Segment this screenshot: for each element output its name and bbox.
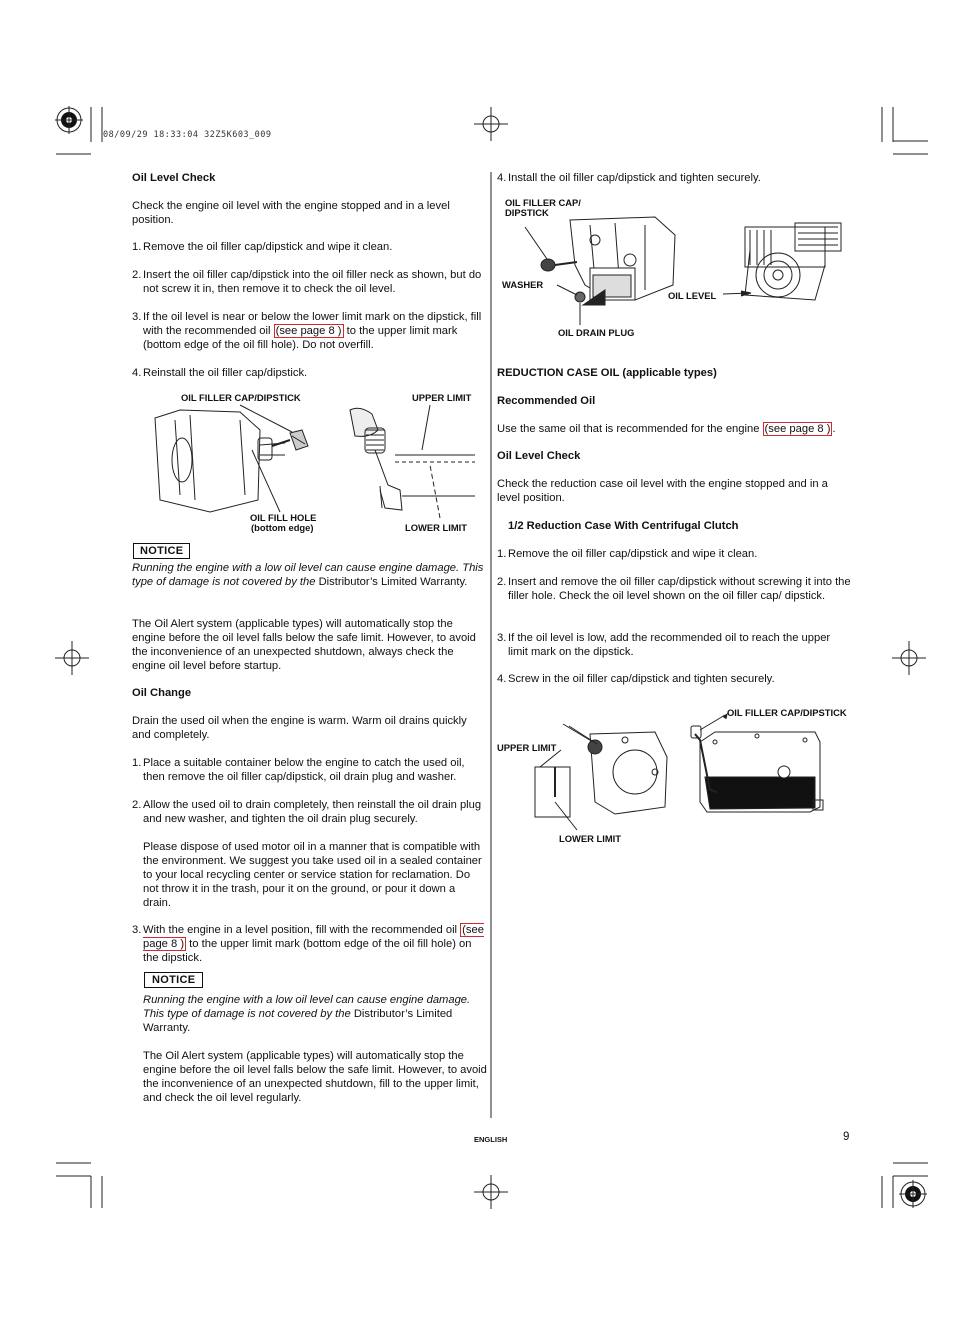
reduction-case-heading: REDUCTION CASE OIL (applicable types) xyxy=(497,367,717,379)
recommended-oil-text xyxy=(497,422,857,436)
list-item xyxy=(132,268,486,296)
print-stamp: 08/09/29 18:33:04 32Z5K603_009 xyxy=(103,130,272,140)
fig-label-lower-limit: LOWER LIMIT xyxy=(559,833,621,844)
step-number: 3. xyxy=(132,924,142,936)
step-number: 2. xyxy=(132,799,142,811)
list-item xyxy=(497,672,851,686)
oil-level-check-intro: Check the engine oil level with the engine stopped and in a level position. xyxy=(132,200,450,226)
recommended-oil-heading: Recommended Oil xyxy=(497,395,596,407)
list-item xyxy=(132,923,488,965)
page-number: 9 xyxy=(843,1131,850,1143)
see-page-8-link[interactable]: (see page 8 ) xyxy=(764,423,831,435)
step-text: If the oil level is low, add the recommended oil to reach the upper limit mark on the dipstick. xyxy=(508,632,831,658)
notice-text xyxy=(132,561,486,589)
step-number: 4. xyxy=(497,673,507,685)
notice-badge: NOTICE xyxy=(133,543,190,559)
list-item xyxy=(132,310,486,352)
footer-language: ENGLISH xyxy=(474,1135,508,1144)
step-number: 3. xyxy=(132,311,142,323)
list-item xyxy=(132,798,488,826)
step-number: 1. xyxy=(132,757,142,769)
step-number: 2. xyxy=(497,576,507,588)
step-number: 2. xyxy=(132,269,142,281)
fig-label-drain-plug: OIL DRAIN PLUG xyxy=(558,327,635,338)
fig-label-upper-limit: UPPER LIMIT xyxy=(412,392,472,403)
list-item xyxy=(497,631,851,659)
step-text: Insert and remove the oil filler cap/dipstick without screwing it into the filler hole. Check the oil level shown on the oil filler cap/ dipstick. xyxy=(508,576,851,602)
step-text-pre: If the oil level is near or below the lower limit mark on the dipstick, fill with the recommended oil xyxy=(143,311,482,337)
recommended-pre: Use the same oil that is recommended for the engine xyxy=(497,423,763,435)
notice-italic-text: Running the engine with a low oil level can cause engine damage. This type of damage is not covered by the xyxy=(143,994,471,1020)
fig-label-oil-level: OIL LEVEL xyxy=(668,290,717,301)
see-page-8-link[interactable]: (see page 8 ) xyxy=(275,325,342,337)
oil-alert-paragraph: The Oil Alert system (applicable types) will automatically stop the engine before the oil level falls below the safe limit. However, to avoid the inconvenience of an unexpected shutdown, always check the engine oil level before startup. xyxy=(132,618,476,672)
engine-oil-illustration xyxy=(495,205,855,335)
see-page-8-link[interactable]: (see page 8 ) xyxy=(143,924,484,950)
clutch-subheading: 1/2 Reduction Case With Centrifugal Clutch xyxy=(508,520,739,532)
notice-text xyxy=(143,993,485,1035)
step-text xyxy=(143,310,486,352)
fig-label-fill-hole: OIL FILL HOLE xyxy=(250,512,317,523)
step-number: 3. xyxy=(497,632,507,644)
notice-rest-text: Distributor’s Limited Warranty. xyxy=(315,576,468,588)
fig-label-cap-2: DIPSTICK xyxy=(505,207,549,218)
list-item xyxy=(497,575,851,603)
fig-label-fill-hole-sub: (bottom edge) xyxy=(251,522,314,533)
step-number: 1. xyxy=(497,548,507,560)
step-text: Remove the oil filler cap/dipstick and wipe it clean. xyxy=(143,241,393,253)
fig-label-lower-limit: LOWER LIMIT xyxy=(405,522,467,533)
list-item xyxy=(497,171,847,185)
fig-label-cap: OIL FILLER CAP/DIPSTICK xyxy=(727,707,847,718)
recommended-post: . xyxy=(832,423,836,435)
list-item xyxy=(132,240,486,254)
step-number: 1. xyxy=(132,241,142,253)
step-number: 4. xyxy=(497,172,507,184)
step-text: Reinstall the oil filler cap/dipstick. xyxy=(143,367,308,379)
step-text: Allow the used oil to drain completely, then reinstall the oil drain plug and new washer, and tighten the oil drain plug securely. xyxy=(143,799,482,825)
step-number: 4. xyxy=(132,367,142,379)
reduction-oil-level-check-heading: Oil Level Check xyxy=(497,450,581,462)
step-text-post: to the upper limit mark (bottom edge of the oil fill hole) on the dipstick. xyxy=(143,938,472,964)
step-text-pre: With the engine in a level position, fill with the recommended oil xyxy=(143,924,461,936)
fig-label-cap: OIL FILLER CAP/ xyxy=(505,197,581,208)
oil-level-check-heading: Oil Level Check xyxy=(132,172,216,184)
notice-rest-text: Distributor’s Limited Warranty. xyxy=(143,1008,453,1034)
oil-change-intro: Drain the used oil when the engine is warm. Warm oil drains quickly and completely. xyxy=(132,715,467,741)
oil-change-heading: Oil Change xyxy=(132,687,192,699)
step-text xyxy=(143,923,488,965)
reduction-oil-level-check-intro: Check the reduction case oil level with the engine stopped and in a level position. xyxy=(497,478,828,504)
oil-alert-paragraph: The Oil Alert system (applicable types) will automatically stop the engine before the oil level falls below the safe limit. However, to avoid the inconvenience of an unexpected shutdown, fill to the upper limit, and check the oil level regularly. xyxy=(143,1050,487,1104)
reduction-case-illustration xyxy=(495,712,855,832)
list-item xyxy=(132,756,488,784)
step-text-post: to the upper limit mark (bottom edge of the oil fill hole). Do not overfill. xyxy=(143,325,458,351)
fig-label-cap: OIL FILLER CAP/DIPSTICK xyxy=(181,392,301,403)
step-text: Place a suitable container below the engine to catch the used oil, then remove the oil filler cap/dipstick, oil drain plug and washer. xyxy=(143,757,465,783)
notice-italic-text: Running the engine with a low oil level can cause engine damage. This type of damage is not covered by the xyxy=(132,562,484,588)
dispose-paragraph: Please dispose of used motor oil in a manner that is compatible with the environment. We suggest you take used oil in a sealed container to your local recycling center or service station for reclamation. Do not throw it in the trash, pour it on the ground, or pour it down a drain. xyxy=(143,841,482,909)
fig-label-washer: WASHER xyxy=(502,279,544,290)
step-text: Remove the oil filler cap/dipstick and wipe it clean. xyxy=(508,548,758,560)
step-text: Screw in the oil filler cap/dipstick and tighten securely. xyxy=(508,673,775,685)
step-text: Insert the oil filler cap/dipstick into the oil filler neck as shown, but do not screw it in, then remove it to check the oil level. xyxy=(143,269,482,295)
list-item xyxy=(497,547,851,561)
fig-label-upper-limit: UPPER LIMIT xyxy=(497,742,557,753)
list-item xyxy=(132,366,486,380)
filler-cap-illustration xyxy=(140,400,480,525)
notice-badge: NOTICE xyxy=(144,972,203,988)
step-text: Install the oil filler cap/dipstick and tighten securely. xyxy=(508,172,761,184)
